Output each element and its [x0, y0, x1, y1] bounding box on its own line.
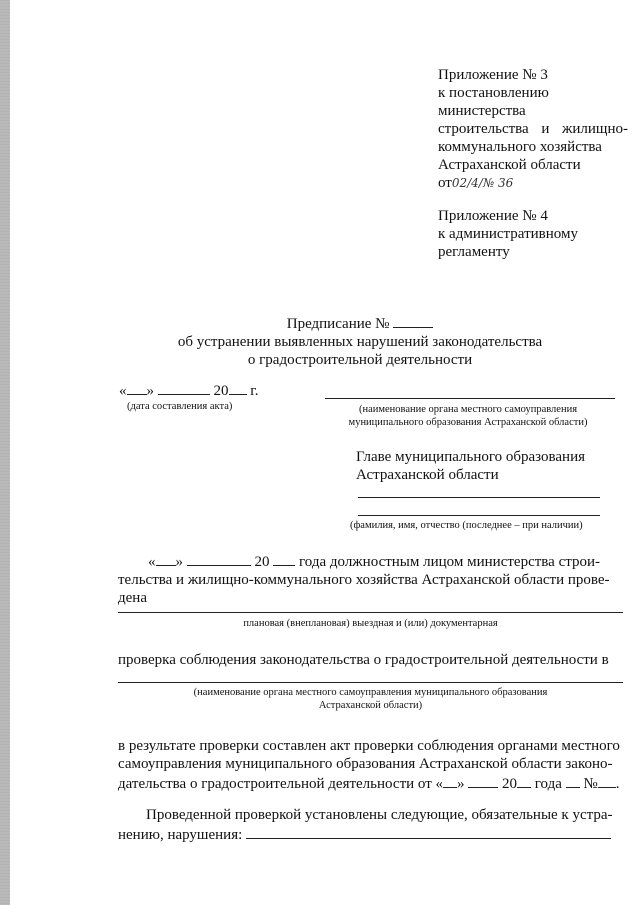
- inspection-type-line: [118, 612, 623, 613]
- month-blank: [468, 773, 498, 788]
- document-heading: [150, 313, 570, 369]
- day-blank: [443, 773, 457, 788]
- paragraph-3: [118, 737, 623, 793]
- violations-blank: [246, 824, 611, 839]
- appendix-3-title: Приложение № 3: [438, 67, 548, 83]
- heading-line: об устранении выявленных нарушений законодательства: [177, 334, 543, 350]
- paragraph-2-caption: [118, 686, 623, 712]
- handwritten-date: 02/4/№ 36: [451, 176, 514, 190]
- appendix-4-title: Приложение № 4: [438, 208, 548, 224]
- caption-line: Астраханской области): [318, 700, 423, 711]
- paragraph-1-line: тельства и жилищно-коммунального хозяйства Астраханской области прове-: [118, 572, 610, 588]
- paragraph-4: [118, 806, 623, 844]
- act-date-prefix: дательства о градостроительной деятельности от «: [118, 776, 444, 792]
- appendix-3-block: [438, 66, 628, 192]
- quote-close: »: [457, 776, 465, 792]
- day-blank: [127, 380, 147, 395]
- date-row: « » 20 г.: [119, 380, 258, 400]
- addressee-line-1: [358, 497, 600, 498]
- inspection-type-caption: плановая (внеплановая) выездная и (или) документарная: [243, 618, 498, 629]
- date-caption: (дата составления акта): [127, 401, 233, 412]
- year-prefix: 20: [254, 554, 270, 570]
- act-number-blank: [598, 773, 616, 788]
- paragraph-1-line: дена: [118, 590, 147, 606]
- caption-line: (наименование органа местного самоуправления муниципального образования: [193, 687, 548, 698]
- year-blank: [229, 380, 247, 395]
- appendix-4-line: регламенту: [438, 244, 510, 260]
- paragraph-4-line: Проведенной проверкой установлены следующие, обязательные к устра-: [146, 807, 613, 823]
- addressee-line-2: [358, 515, 600, 516]
- appendix-4-block: [438, 207, 628, 261]
- appendix-3-line: министерства: [438, 103, 526, 119]
- addressee: [356, 448, 626, 484]
- year-word: года: [534, 776, 562, 792]
- month-blank: [158, 380, 210, 395]
- year-suffix: г.: [250, 383, 259, 399]
- year-prefix: 20: [502, 776, 518, 792]
- appendix-4-line: к административному: [438, 226, 578, 242]
- appendix-3-line: Астраханской области: [438, 157, 581, 173]
- organ-caption-line: муниципального образования Астраханской области): [348, 417, 588, 428]
- number-blank: [393, 313, 433, 328]
- violations-label: нению, нарушения:: [118, 827, 243, 843]
- addressee-line: Главе муниципального образования: [356, 449, 586, 465]
- year-blank: [517, 773, 531, 788]
- heading-title: [150, 313, 570, 333]
- organ-caption: [318, 403, 618, 429]
- appendix-3-line: к постановлению: [438, 85, 549, 101]
- paragraph-1-line: « » 20 года должностным лицом министерства строи-: [118, 551, 623, 571]
- gap-blank: [566, 773, 580, 788]
- appendix-3-line: коммунального хозяйства: [438, 139, 602, 155]
- appendix-3-line: строительства и жилищно-: [438, 121, 628, 137]
- heading-line: о градостроительной деятельности: [247, 352, 473, 368]
- period: .: [615, 776, 620, 792]
- paragraph-2: проверка соблюдения законодательства о градостроительной деятельности в: [118, 652, 609, 668]
- paragraph-3-line: [118, 773, 623, 793]
- paragraph-1-text: года должностным лицом министерства строи-: [299, 554, 600, 570]
- organ-caption-line: (наименование органа местного самоуправления: [358, 404, 578, 415]
- month-blank: [187, 551, 251, 566]
- heading-title-text: Предписание №: [286, 316, 390, 332]
- appendix-3-date: [438, 174, 628, 192]
- year-prefix: 20: [213, 383, 229, 399]
- paragraph-3-line: в результате проверки составлен акт проверки соблюдения органами местного: [118, 738, 620, 754]
- day-blank: [156, 551, 176, 566]
- organ-name-line-2: [118, 682, 623, 683]
- paragraph-3-line: самоуправления муниципального образования Астраханской области законо-: [118, 756, 613, 772]
- paragraph-1: [118, 551, 623, 607]
- number-sign: №: [583, 776, 598, 792]
- scan-edge: [0, 0, 10, 905]
- addressee-line: Астраханской области: [356, 467, 499, 483]
- date-prefix: от: [438, 175, 452, 191]
- year-blank: [273, 551, 295, 566]
- organ-name-line: [325, 398, 615, 399]
- paragraph-4-line: [118, 824, 623, 844]
- addressee-caption: (фамилия, имя, отчество (последнее – при наличии): [350, 520, 583, 531]
